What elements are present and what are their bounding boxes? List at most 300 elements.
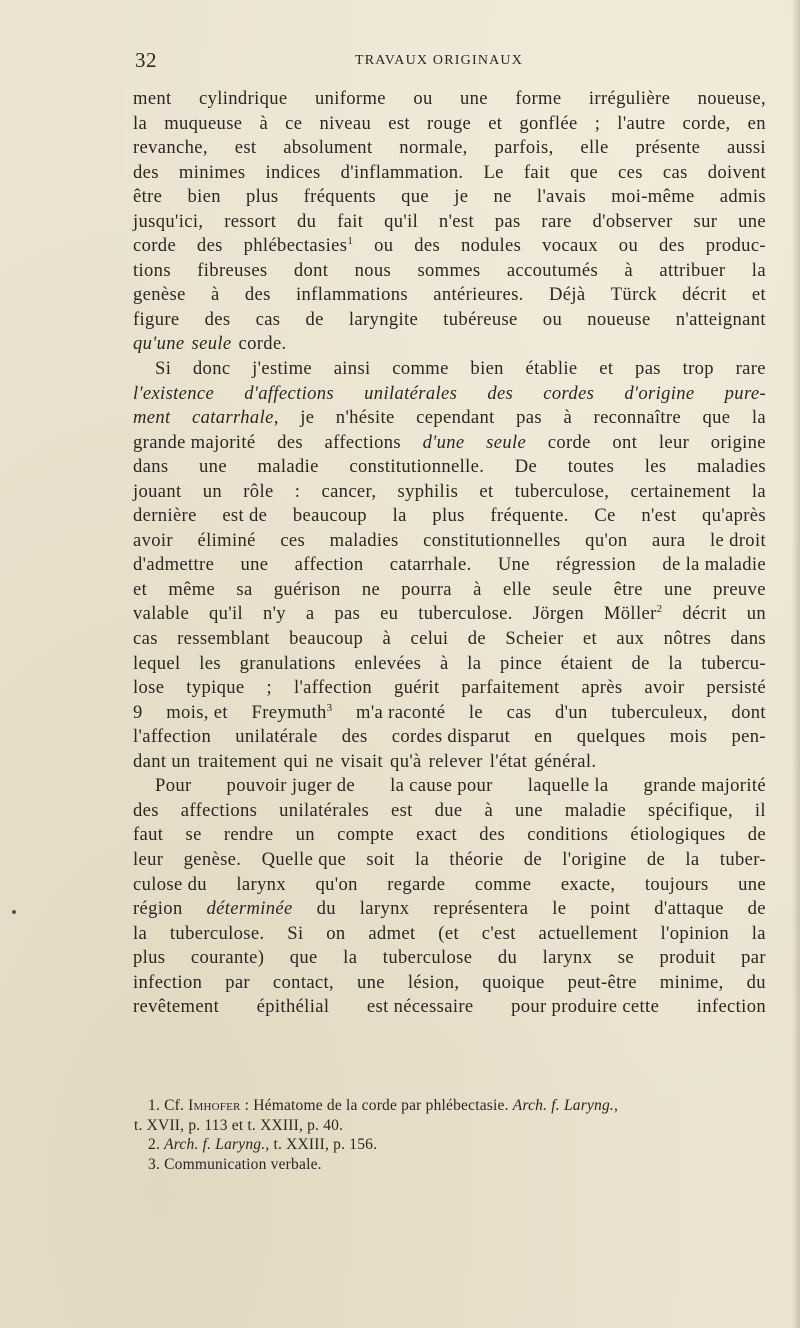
footnote-text: 2. [148,1136,165,1153]
word: des [341,726,368,748]
word: la [467,652,482,674]
word: même [168,578,216,600]
word: laryngite [348,308,419,330]
word: tubéreuse [443,308,518,330]
text-line [133,922,766,947]
text-line [133,455,766,480]
word: constitutionnelle. [349,456,485,478]
word: inflammations [296,284,408,306]
word: Jörgen [532,603,585,625]
word: la [133,922,148,944]
text-line [133,676,766,701]
word: Freymuth$^3$ [251,701,333,723]
word: produc- [705,235,766,257]
word: la [414,848,430,870]
word: dernière [133,505,197,527]
word: et [479,480,494,502]
word: plus [432,505,465,527]
text-line [133,971,766,996]
margin-speck [12,910,16,914]
word: de [523,848,542,870]
word: doivent [707,161,766,183]
word: en [747,112,766,134]
word: rouge [427,112,472,134]
word: rare [541,210,572,232]
word: des [204,308,231,330]
word: corde, [682,112,731,134]
word: larynx [542,947,593,969]
word: Quelle que [261,848,347,870]
word: gonflée [519,112,578,134]
word: de [305,308,324,330]
word: enlevées [354,652,422,674]
text-line [133,308,766,333]
word: de [646,848,666,870]
word: est [234,137,257,159]
text-line [133,652,766,677]
word: de [631,652,650,674]
word: dans [133,456,169,478]
word: relever [428,750,483,772]
word: tuber- [719,848,766,870]
word: fréquente. [490,505,569,527]
word: De [514,456,538,478]
word: preuve [713,578,766,600]
word: une [738,210,766,232]
word: l'affection [133,726,212,748]
word: comme [392,358,449,380]
word: courante) [190,947,265,969]
word: une [738,873,766,895]
word: irrégulière [588,88,671,109]
word: un [202,480,223,502]
word: beaucoup [292,505,367,527]
word: actuellement [538,922,638,944]
word: d'origine [624,382,695,404]
word: n'hésite [335,407,395,429]
word: et [488,112,503,134]
text-line [133,946,766,971]
word: seule [552,578,593,600]
word: fait [523,161,551,183]
word: représentera [433,898,529,920]
word: des [479,824,506,846]
text-line [133,873,766,898]
word: bien [470,358,504,380]
word: catarrhale. [389,554,472,576]
word: n'est [641,505,677,527]
word: quelques [576,726,646,748]
word: peut-être [567,971,637,993]
word: que [702,407,731,429]
word: leur [658,431,690,453]
word: minimes [178,161,246,183]
word: est [388,112,410,134]
word: déterminée [206,898,293,920]
word: origine [710,431,766,453]
word: larynx [236,873,286,895]
word: pure- [724,382,766,404]
word: du [746,971,766,993]
word: fréquents [303,186,376,208]
word: ne [493,186,512,208]
word: avoir [644,677,685,699]
text-line [133,234,766,259]
word: par [741,947,766,969]
word: cependant [416,407,495,429]
word: dont [293,259,329,281]
text-line [133,529,766,554]
word: tuberculose, [514,480,610,502]
word: d'une [422,431,465,453]
word: rare [735,358,766,380]
word: infection [133,971,203,993]
word: la cause pour [390,775,493,797]
word: Si [287,922,304,944]
word: je [454,186,469,208]
word: Ce [594,505,616,527]
word: toutes [567,456,615,478]
word: absolument [283,137,373,159]
word: Le [483,161,504,183]
word: ressort [224,210,277,232]
word: on [326,922,346,944]
word: ; [594,112,601,134]
text-line [133,283,766,308]
footnote [148,1155,778,1175]
word: pince [500,652,543,674]
word: un [295,824,315,846]
text-line [133,848,766,873]
word: seule [486,431,527,453]
word: syphilis [397,480,459,502]
footnote-text: 3. Communication verbale. [148,1155,322,1173]
word: pour produire cette [511,996,660,1018]
footnote-text: Imhofer [188,1097,241,1114]
word: des [133,161,159,183]
word: la [668,652,683,674]
body-text [133,87,766,1020]
word: aux [616,628,645,650]
text-line [133,87,766,112]
footnote-text: 1. Cf. [148,1097,189,1114]
word: contact, [272,971,335,993]
word: rôle [243,480,274,502]
word: régression [556,554,637,576]
text-line [133,799,766,824]
word: donc [192,358,231,380]
word: et [133,578,148,600]
word: n'est [438,210,474,232]
text-line [133,627,766,652]
word: corde [133,235,177,257]
word: typique [186,677,245,699]
word: Scheier [505,628,564,650]
word: n'atteignant [675,308,766,330]
word: ont [612,431,638,453]
word: que [401,186,430,208]
text-line [133,161,766,186]
text-line [133,578,766,603]
word: la [343,947,358,969]
word: unilatérale [235,726,318,748]
word: des [658,235,685,257]
word: des [414,235,441,257]
footnote-text: , t. XXIII, p. 156. [265,1136,378,1153]
word: maladies [329,529,399,551]
word: c'est [481,922,516,944]
word: la [751,480,766,502]
text-line [133,259,766,284]
word: figure [133,308,180,330]
word: lose [133,677,165,699]
word: étaient [560,652,613,674]
word: la [751,922,766,944]
word: elle [502,578,532,600]
text-line [133,136,766,161]
word: étiologiques [630,824,726,846]
word: ces [618,161,643,183]
word: de [747,824,766,846]
word: aussi [727,137,766,159]
text-line [133,406,766,431]
word: l'existence [133,382,215,404]
word: à [563,407,573,429]
word: exact [416,824,458,846]
word: ne [315,750,334,772]
word: maladie [257,456,319,478]
word: région [133,898,183,920]
word: les [199,652,221,674]
word: par [225,971,250,993]
word: à [210,284,220,306]
word: traitement [197,750,277,772]
word: trop [682,358,714,380]
word: conditions [527,824,609,846]
word: : [294,480,301,502]
footnote-text: t. XVII, p. 113 et t. XXIII, p. 40. [134,1116,344,1134]
word: affections [324,431,402,453]
word: un [746,603,766,625]
word: le [552,898,567,920]
word: affection [294,554,364,576]
word: compte [337,824,394,846]
word: cordes disparut [391,726,511,748]
word: ces [280,529,306,551]
word: et [582,628,598,650]
word: dant un [133,750,191,772]
word: tions [133,259,171,281]
word: pen- [731,726,766,748]
word: admet [368,922,416,944]
word: revêtement [133,996,220,1018]
word: 9 [133,701,143,723]
word: unilatérales [279,799,370,821]
word: jusqu'ici, [133,210,204,232]
word: lequel [133,652,181,674]
word: de [467,628,486,650]
word: phlébectasies$^1$ [243,235,354,257]
word: unilatérales [364,382,458,404]
word: à [382,628,392,650]
word: d'admettre [133,554,215,576]
word: infection [696,996,766,1018]
word: une [514,799,543,821]
word: sur [693,210,718,232]
text-line [133,553,766,578]
word: comme [474,873,532,895]
word: grande majorité [133,431,256,453]
text-line [133,112,766,137]
text-line [133,382,766,407]
footnote-ref: 2 [656,603,663,616]
word: à [473,578,482,600]
page-edge [792,0,800,1328]
word: est nécessaire [366,996,474,1018]
word: granulations [239,652,336,674]
word: parfois, [494,137,554,159]
word: qui [283,750,309,772]
word: sa [236,578,253,600]
word: l'affection [293,677,373,699]
word: des [196,235,223,257]
word: Möller$^2$ [603,603,663,625]
word: noueuse, [697,88,766,109]
word: ou [374,235,394,257]
word: d'inflammation. [340,161,464,183]
word: pas [334,603,361,625]
word: indices [265,161,321,183]
text-line [133,725,766,750]
text-line [133,504,766,529]
word: genèse. [183,848,242,870]
word: point [590,898,631,920]
word: due [434,799,463,821]
word: toujours [644,873,709,895]
word: accoutumés [506,259,599,281]
word: éliminé [197,529,256,551]
word: jouant [133,480,182,502]
word: aura [652,529,686,551]
text-line [133,431,766,456]
word: après [581,677,623,699]
word: des [133,799,159,821]
word: décrit [682,284,727,306]
word: ou [542,308,563,330]
word: nôtres [663,628,712,650]
word: l'état [489,750,528,772]
word: il [754,799,766,821]
footnote-ref: 1 [347,235,354,248]
word: pourra [401,578,452,600]
word: rendre [223,824,274,846]
footnote [134,1116,778,1136]
word: quoique [482,971,545,993]
word: cylindrique [199,88,288,109]
word: tuberculose. [418,603,513,625]
text-line [133,750,766,775]
word: une [240,554,269,576]
word: d'un [554,701,588,723]
word: affections [180,799,258,821]
footnote [148,1096,778,1116]
word: tubercu- [701,652,766,674]
word: tuberculeux, [611,701,708,723]
word: que [570,161,598,183]
word: culose du [133,873,207,895]
word: ainsi [333,358,371,380]
word: certainement [630,480,731,502]
word: Déjà [548,284,586,306]
word: du [297,210,317,232]
word: cancer, [321,480,377,502]
word: théorie [449,848,504,870]
word: qu'il [209,603,244,625]
text-line [133,995,766,1020]
word: et [751,284,766,306]
word: niveau [319,112,372,134]
word: être [133,186,163,208]
word: fait [337,210,364,232]
text-line [133,332,766,357]
text-line [133,897,766,922]
word: elle [580,137,609,159]
word: moi-même [611,186,695,208]
word: Pour [155,775,192,797]
word: l'avais [536,186,587,208]
text-line [133,823,766,848]
word: ment [133,407,171,429]
word: visait [340,750,384,772]
word: en [534,726,553,748]
word: grande majorité [643,775,766,797]
word: cordes [543,382,595,404]
word: être [613,578,643,600]
word: des [487,382,514,404]
word: ne [361,578,381,600]
footnote-text: : Hématome de la corde par phlébectasie. [240,1097,513,1114]
text-line [133,185,766,210]
word: ; [266,677,272,699]
word: de [747,898,766,920]
text-line [133,210,766,235]
footnote-text: Arch. f. Laryng. [512,1097,614,1114]
word: pas [635,358,661,380]
word: à [484,799,494,821]
word: qu'on [585,529,628,551]
word: général. [534,750,597,772]
word: des [277,431,303,453]
word: antérieures. [433,284,524,306]
word: catarrhale, [192,407,279,429]
word: corde. [238,333,287,355]
word: corde [547,431,591,453]
text-line [133,480,766,505]
word: n'y [262,603,286,625]
word: une [460,88,488,109]
page-number: 32 [135,48,157,72]
footnote-text: , [614,1097,619,1114]
footnotes [134,1096,778,1174]
word: ressemblant [177,628,270,650]
word: lésion, [407,971,460,993]
word: noueuse [587,308,651,330]
word: guérison [273,578,341,600]
word: maladies [697,456,766,478]
word: genèse [133,284,186,306]
word: le [468,701,484,723]
word: les [644,456,667,478]
